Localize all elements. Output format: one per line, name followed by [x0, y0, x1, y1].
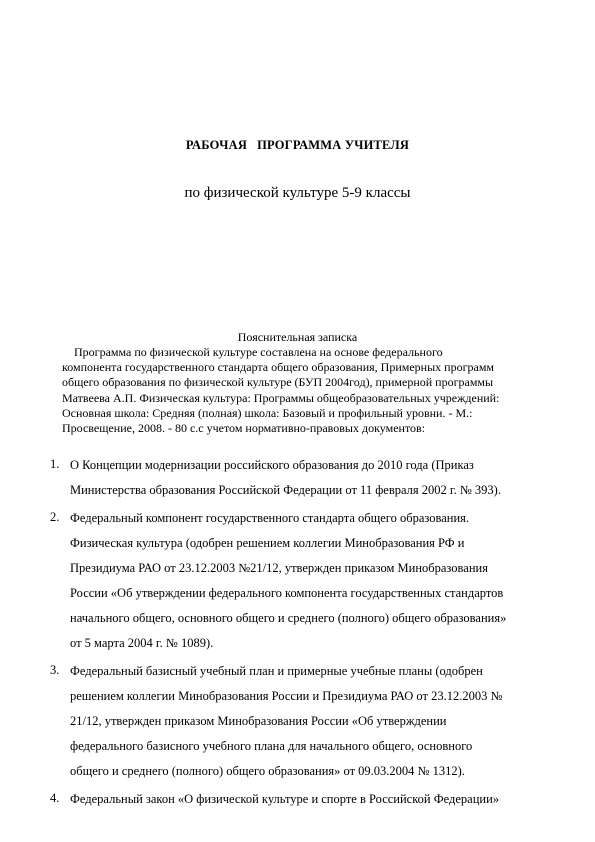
list-item-number: 4.	[50, 791, 60, 805]
list-item	[50, 663, 560, 788]
document-subtitle: по физической культуре 5-9 классы	[184, 185, 411, 201]
list-item-line: Министерства образования Российской Федерации от 11 февраля 2002 г. № 393).	[70, 483, 501, 497]
list-item-line: Федеральный базисный учебный план и примерные учебные планы (одобрен	[70, 664, 483, 678]
list-item-line: Федеральный компонент государственного стандарта общего образования.	[70, 511, 470, 525]
list-item	[50, 457, 560, 507]
documents-list	[50, 457, 560, 816]
intro-line: Программа по физической культуре составлена на основе федерального	[74, 345, 443, 359]
list-item-line: Федеральный закон «О физической культуре и спорте в Российской Федерации»	[70, 792, 500, 806]
list-item-line: О Концепции модернизации российского образования до 2010 года (Приказ	[70, 458, 474, 472]
list-item-line: Президиума РАО от 23.12.2003 №21/12, утвержден приказом Минобразования	[70, 561, 488, 575]
intro-line: компонента государственного стандарта общего образования, Примерных программ	[62, 360, 495, 375]
list-item-number: 1.	[50, 457, 60, 471]
list-item	[50, 791, 560, 816]
list-item-number: 3.	[50, 663, 60, 677]
note-heading: Пояснительная записка	[237, 330, 358, 344]
intro-paragraph	[62, 345, 542, 436]
intro-line: общего образования по физической культуре (БУП 2004год), примерной программы	[62, 375, 494, 390]
list-item-line: общего и среднего (полного) общего образования» от 09.03.2004 № 1312).	[70, 764, 465, 778]
list-item-number: 2.	[50, 510, 60, 524]
list-item-line: начального общего, основного общего и среднего (полного) общего образования»	[70, 611, 507, 625]
list-item-line: от 5 марта 2004 г. № 1089).	[70, 636, 214, 650]
intro-line: Матвеева А.П. Физическая культура: Программы общеобразовательных учреждений:	[62, 390, 500, 405]
intro-line: Основная школа: Средняя (полная) школа: Базовый и профильный уровни. - М.:	[62, 405, 473, 420]
list-item-line: федерального базисного учебного плана для начального общего, основного	[70, 739, 473, 753]
list-item-line: решением коллегии Минобразования России и Президиума РАО от 23.12.2003 №	[70, 689, 503, 703]
list-item-line: России «Об утверждении федерального компонента государственных стандартов	[70, 586, 504, 600]
intro-line: Просвещение, 2008. - 80 с.с учетом нормативно-правовых документов:	[62, 421, 426, 436]
list-item-line: 21/12, утвержден приказом Минобразования России «Об утверждении	[70, 714, 447, 728]
document-title: РАБОЧАЯ ПРОГРАММА УЧИТЕЛЯ	[185, 138, 410, 152]
list-item-line: Физическая культура (одобрен решением коллегии Минобразования РФ и	[70, 536, 465, 550]
list-item	[50, 510, 560, 660]
